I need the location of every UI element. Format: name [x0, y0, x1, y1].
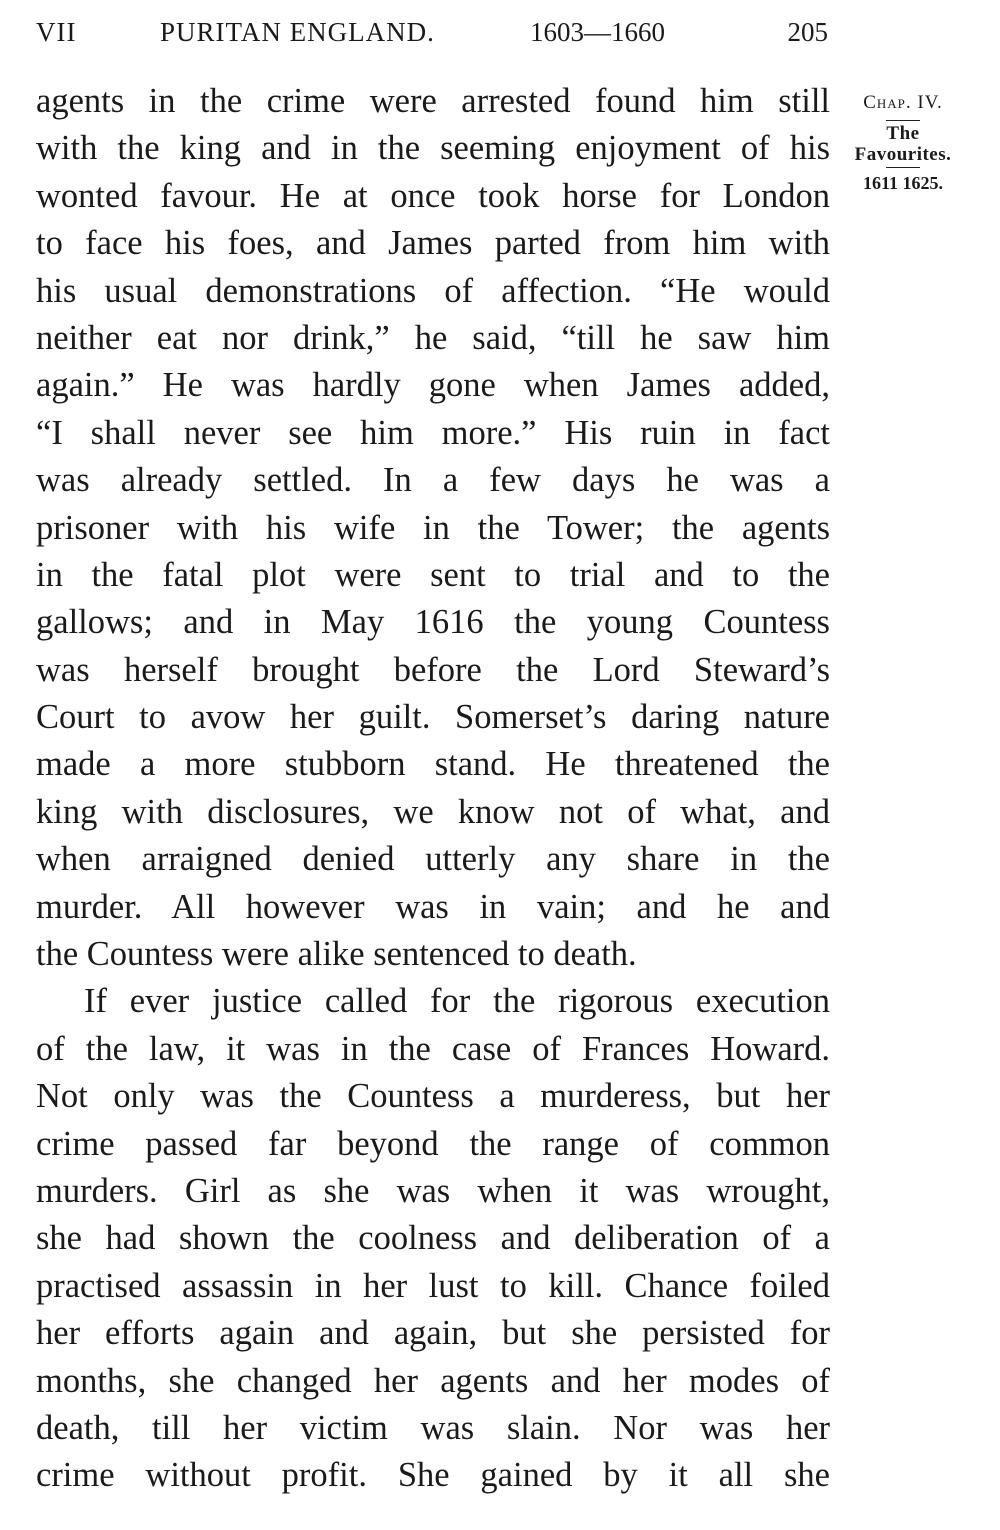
sidenote-dates: 1611 1625.	[862, 173, 943, 193]
text-line: again.” He was hardly gone when James added,	[36, 366, 830, 405]
text-line: made a more stubborn stand. He threatened the	[36, 745, 830, 784]
text-line: his usual demonstrations of affection. “He would	[36, 271, 830, 310]
text-line: Not only was the Countess a murderess, but her	[36, 1077, 830, 1116]
text-line: she had shown the coolness and deliberation of a	[36, 1219, 830, 1258]
sidenote-rule	[886, 120, 920, 121]
running-head-chapter-number: VII	[36, 17, 77, 47]
page-number: 205	[787, 17, 828, 47]
sidenote-rule	[886, 167, 920, 168]
text-line: her efforts again and again, but she persisted for	[36, 1314, 830, 1353]
text-line: Court to avow her guilt. Somerset’s daring nature	[36, 698, 830, 737]
text-line: crime without profit. She gained by it all she	[36, 1456, 830, 1495]
text-line: to face his foes, and James parted from him with	[36, 224, 830, 263]
running-head	[36, 14, 830, 50]
text-line: practised assassin in her lust to kill. Chance foiled	[36, 1266, 830, 1305]
sidenote-chapter: Chap. IV.	[863, 92, 943, 113]
body-text	[36, 78, 830, 1500]
text-line: crime passed far beyond the range of common	[36, 1124, 830, 1163]
text-line: If ever justice called for the rigorous execution	[84, 982, 830, 1021]
text-line: murders. Girl as she was when it was wrought,	[36, 1171, 830, 1210]
text-line: “I shall never see him more.” His ruin in fact	[36, 413, 830, 452]
text-line: agents in the crime were arrested found him still	[36, 82, 830, 120]
margin-sidenote	[838, 88, 968, 196]
running-head-title: PURITAN ENGLAND.	[160, 17, 435, 47]
text-line: gallows; and in May 1616 the young Countess	[36, 603, 830, 642]
text-line: the Countess were alike sentenced to death.	[36, 935, 637, 974]
text-line: prisoner with his wife in the Tower; the agents	[36, 508, 830, 547]
sidenote-topic-line-1: The	[886, 123, 920, 144]
text-line: with the king and in the seeming enjoyment of his	[36, 129, 830, 168]
text-line: wonted favour. He at once took horse for London	[36, 176, 830, 215]
text-line: when arraigned denied utterly any share in the	[36, 840, 830, 879]
text-line: murder. All however was in vain; and he and	[36, 887, 830, 926]
text-line: in the fatal plot were sent to trial and to the	[36, 555, 830, 594]
text-line: months, she changed her agents and her modes of	[36, 1361, 830, 1400]
text-line: death, till her victim was slain. Nor was her	[36, 1408, 830, 1447]
sidenote-topic-line-2: Favourites.	[854, 144, 952, 165]
text-line: of the law, it was in the case of Frances Howard.	[36, 1029, 830, 1068]
text-line: was herself brought before the Lord Steward’s	[36, 650, 830, 689]
running-head-dates: 1603—1660	[530, 17, 665, 47]
paragraph-1	[36, 78, 830, 978]
text-line: king with disclosures, we know not of what, and	[36, 792, 830, 831]
paragraph-2	[36, 978, 830, 1499]
text-line: neither eat nor drink,” he said, “till he saw him	[36, 318, 830, 357]
text-line: was already settled. In a few days he was a	[36, 461, 830, 500]
